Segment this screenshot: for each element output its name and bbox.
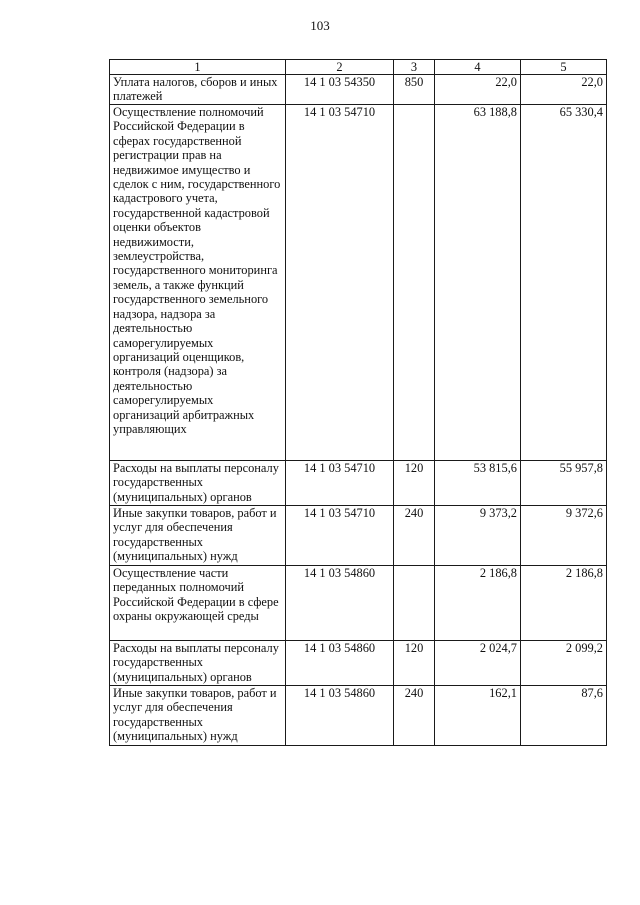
row-value-5-cell: 87,6 [521, 686, 607, 746]
row-value-4-cell: 22,0 [435, 75, 521, 105]
row-code-cell: 14 1 03 54710 [286, 506, 394, 566]
row-value-4-cell: 63 188,8 [435, 105, 521, 461]
page-number: 103 [310, 18, 330, 33]
row-value-5-cell: 55 957,8 [521, 461, 607, 506]
row-code-cell: 14 1 03 54860 [286, 566, 394, 641]
row-value-5-cell: 9 372,6 [521, 506, 607, 566]
row-value-5-cell: 22,0 [521, 75, 607, 105]
column-header-4: 4 [435, 60, 521, 75]
row-name-cell: Осуществление части переданных полномочий Российской Федерации в сфере охраны окружающей среды [110, 566, 286, 641]
row-name-cell: Осуществление полномочий Российской Федерации в сферах государственной регистрации прав на недвижимое имущество и сделок с ним, государственного кадастрового учета, государственной кадастровой оценки объектов недвижимости, землеустройства, государственного мониторинга земель, а также функций государственного земельного надзора, надзора за деятельностью саморегулируемых организаций оценщиков, контроля (надзора) за деятельностью саморегулируемых организаций арбитражных управляющих [110, 105, 286, 461]
row-name-cell: Расходы на выплаты персоналу государственных (муниципальных) органов [110, 461, 286, 506]
row-name-cell: Уплата налогов, сборов и иных платежей [110, 75, 286, 105]
row-code-cell: 14 1 03 54860 [286, 686, 394, 746]
table-row [110, 105, 607, 461]
table-row [110, 75, 607, 105]
row-code-cell: 14 1 03 54860 [286, 641, 394, 686]
row-code-cell: 14 1 03 54350 [286, 75, 394, 105]
row-type-cell: 120 [394, 641, 435, 686]
table-row [110, 566, 607, 641]
row-value-4-cell: 53 815,6 [435, 461, 521, 506]
column-header-3: 3 [394, 60, 435, 75]
column-header-5: 5 [521, 60, 607, 75]
table-row [110, 641, 607, 686]
row-code-cell: 14 1 03 54710 [286, 105, 394, 461]
row-name-cell: Иные закупки товаров, работ и услуг для обеспечения государственных (муниципальных) нужд [110, 686, 286, 746]
table-row [110, 506, 607, 566]
table-row [110, 686, 607, 746]
row-value-5-cell: 65 330,4 [521, 105, 607, 461]
row-type-cell: 240 [394, 686, 435, 746]
row-value-4-cell: 2 186,8 [435, 566, 521, 641]
row-type-cell [394, 566, 435, 641]
row-value-5-cell: 2 186,8 [521, 566, 607, 641]
row-type-cell [394, 105, 435, 461]
row-type-cell: 240 [394, 506, 435, 566]
column-header-1: 1 [110, 60, 286, 75]
row-type-cell: 850 [394, 75, 435, 105]
column-header-2: 2 [286, 60, 394, 75]
budget-table [109, 59, 607, 746]
row-value-4-cell: 2 024,7 [435, 641, 521, 686]
row-name-cell: Иные закупки товаров, работ и услуг для обеспечения государственных (муниципальных) нужд [110, 506, 286, 566]
table-row [110, 461, 607, 506]
row-value-5-cell: 2 099,2 [521, 641, 607, 686]
row-type-cell: 120 [394, 461, 435, 506]
table-header-row [110, 60, 607, 75]
row-name-cell: Расходы на выплаты персоналу государственных (муниципальных) органов [110, 641, 286, 686]
row-code-cell: 14 1 03 54710 [286, 461, 394, 506]
row-value-4-cell: 162,1 [435, 686, 521, 746]
row-value-4-cell: 9 373,2 [435, 506, 521, 566]
